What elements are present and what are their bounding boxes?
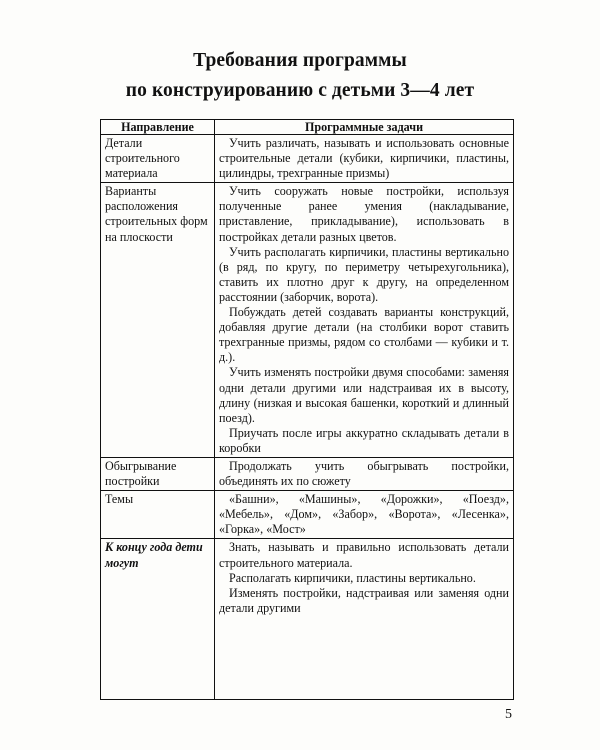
- direction-cell: Обыгрывание постройки: [101, 457, 215, 490]
- task-paragraph: Продолжать учить обыгрывать постройки, объединять их по сюжету: [219, 458, 509, 489]
- table-row: [101, 491, 514, 539]
- task-paragraph: Приучать после игры аккуратно складывать детали в коробки: [219, 425, 509, 455]
- direction-cell: Темы: [101, 491, 215, 539]
- direction-cell: Детали строительного материала: [101, 135, 215, 183]
- task-paragraph: Учить сооружать новые постройки, используя полученные ранее умения (накладывание, приставление, прикладывание), использовать в постройках детали разных цветов.: [219, 184, 509, 244]
- task-paragraph: «Башни», «Машины», «Дорожки», «Поезд», «Мебель», «Дом», «Забор», «Ворота», «Лесенка», «Горка», «Мост»: [219, 492, 509, 537]
- header-direction: Направление: [101, 120, 215, 135]
- task-paragraph: Побуждать детей создавать варианты конструкций, добавляя другие детали (на столбики ворот ставить трехгранные призмы, рядом со столбами — кубики и т. д.).: [219, 305, 509, 365]
- page-title-line-1: Требования программы: [193, 50, 407, 71]
- tasks-cell: [215, 135, 514, 183]
- table-row: [101, 183, 514, 458]
- table-header-row: [101, 120, 514, 135]
- page-title-line-2: по конструированию с детьми 3—4 лет: [125, 80, 475, 101]
- tasks-cell: [215, 491, 514, 539]
- tasks-cell: [215, 457, 514, 490]
- header-tasks: Программные задачи: [215, 120, 514, 135]
- task-paragraph: Учить располагать кирпичики, пластины вертикально (в ряд, по кругу, по периметру четырехугольника), ставить их плотно друг к другу, на определенном расстоянии (заборчик, ворота).: [219, 244, 509, 304]
- table-row: [101, 135, 514, 183]
- task-paragraph: Знать, называть и правильно использовать детали строительного материала.: [219, 540, 509, 570]
- direction-cell: Варианты расположения строительных форм на плоскости: [101, 183, 215, 458]
- tasks-cell: [215, 539, 514, 700]
- requirements-table: [100, 119, 514, 700]
- page-number: 5: [505, 707, 512, 722]
- task-paragraph: Учить различать, называть и использовать основные строительные детали (кубики, кирпичики, пластины, цилиндры, трехгранные призмы): [219, 136, 509, 181]
- task-paragraph: Располагать кирпичики, пластины вертикально.: [229, 570, 476, 585]
- task-paragraph: Изменять постройки, надстраивая или заменяя одни детали другими: [219, 585, 509, 615]
- task-paragraph: Учить изменять постройки двумя способами: заменяя одни детали другими или надстраивая их в высоту, длину (низкая и высокая башенки, короткий и длинный поезд).: [219, 365, 509, 425]
- table-row: [101, 457, 514, 490]
- table-row: [101, 539, 514, 700]
- direction-cell-outcome: К концу года дети могут: [101, 539, 215, 700]
- tasks-cell: [215, 183, 514, 458]
